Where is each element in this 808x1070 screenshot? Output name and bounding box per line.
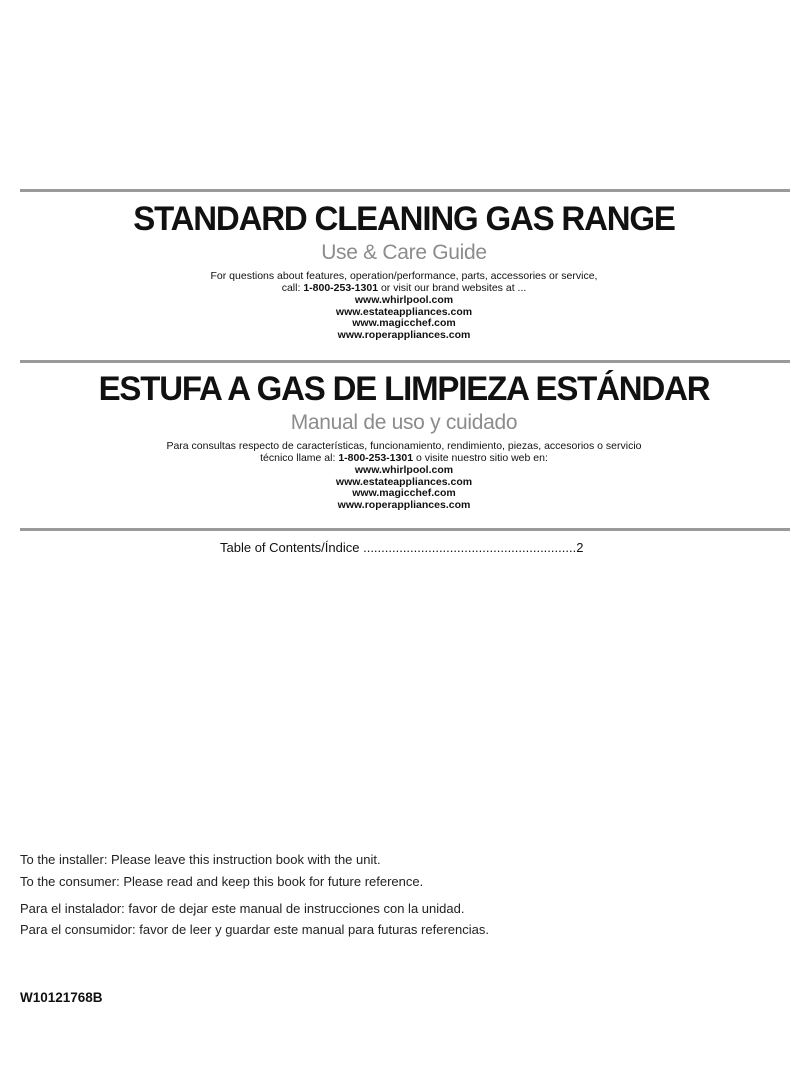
installer-note-en: To the installer: Please leave this instruction book with the unit. <box>20 852 381 867</box>
website-link[interactable]: www.magicchef.com <box>352 487 456 500</box>
website-link[interactable]: www.estateappliances.com <box>335 475 473 488</box>
toc-leader: ........................................................... <box>363 540 577 555</box>
top-divider <box>20 189 790 192</box>
installer-note-es: Para el instalador: favor de dejar este manual de instrucciones con la unidad. <box>20 901 465 916</box>
english-title: STANDARD CLEANING GAS RANGE <box>133 200 675 238</box>
spanish-title: ESTUFA A GAS DE LIMPIEZA ESTÁNDAR <box>98 370 710 408</box>
consumer-note-en: To the consumer: Please read and keep this book for future reference. <box>20 874 424 889</box>
consumer-note-es: Para el consumidor: favor de leer y guardar este manual para futuras referencias. <box>20 922 489 937</box>
bottom-divider <box>20 528 790 531</box>
spanish-subtitle: Manual de uso y cuidado <box>290 411 518 434</box>
website-link[interactable]: www.roperappliances.com <box>337 498 471 511</box>
spanish-info <box>0 440 808 464</box>
english-section <box>0 199 808 341</box>
table-of-contents-entry[interactable] <box>220 540 590 555</box>
spanish-section <box>0 369 808 511</box>
website-link[interactable]: www.whirlpool.com <box>354 294 454 306</box>
website-link[interactable]: www.estateappliances.com <box>335 305 473 318</box>
toc-page-number: 2 <box>576 540 584 555</box>
spanish-info-line2: técnico llame al: 1-800-253-1301 o visite nuestro sitio web en: <box>260 452 548 464</box>
english-websites <box>0 295 808 341</box>
toc-label: Table of Contents/Índice <box>220 540 364 555</box>
english-info-line1: For questions about features, operation/performance, parts, accessories or service, <box>210 270 598 282</box>
spanish-phone: 1-800-253-1301 <box>338 452 414 464</box>
english-info <box>0 270 808 294</box>
website-link[interactable]: www.roperappliances.com <box>337 328 471 341</box>
middle-divider <box>20 360 790 363</box>
spanish-websites <box>0 465 808 511</box>
english-phone: 1-800-253-1301 <box>303 282 379 294</box>
spanish-info-line1: Para consultas respecto de características, funcionamiento, rendimiento, piezas, accesorios o servicio <box>166 440 642 452</box>
website-link[interactable]: www.magicchef.com <box>352 317 456 330</box>
part-number: W10121768B <box>20 990 103 1005</box>
english-subtitle: Use & Care Guide <box>321 241 487 264</box>
website-link[interactable]: www.whirlpool.com <box>354 464 454 476</box>
english-info-line2: call: 1-800-253-1301 or visit our brand websites at ... <box>281 282 527 294</box>
